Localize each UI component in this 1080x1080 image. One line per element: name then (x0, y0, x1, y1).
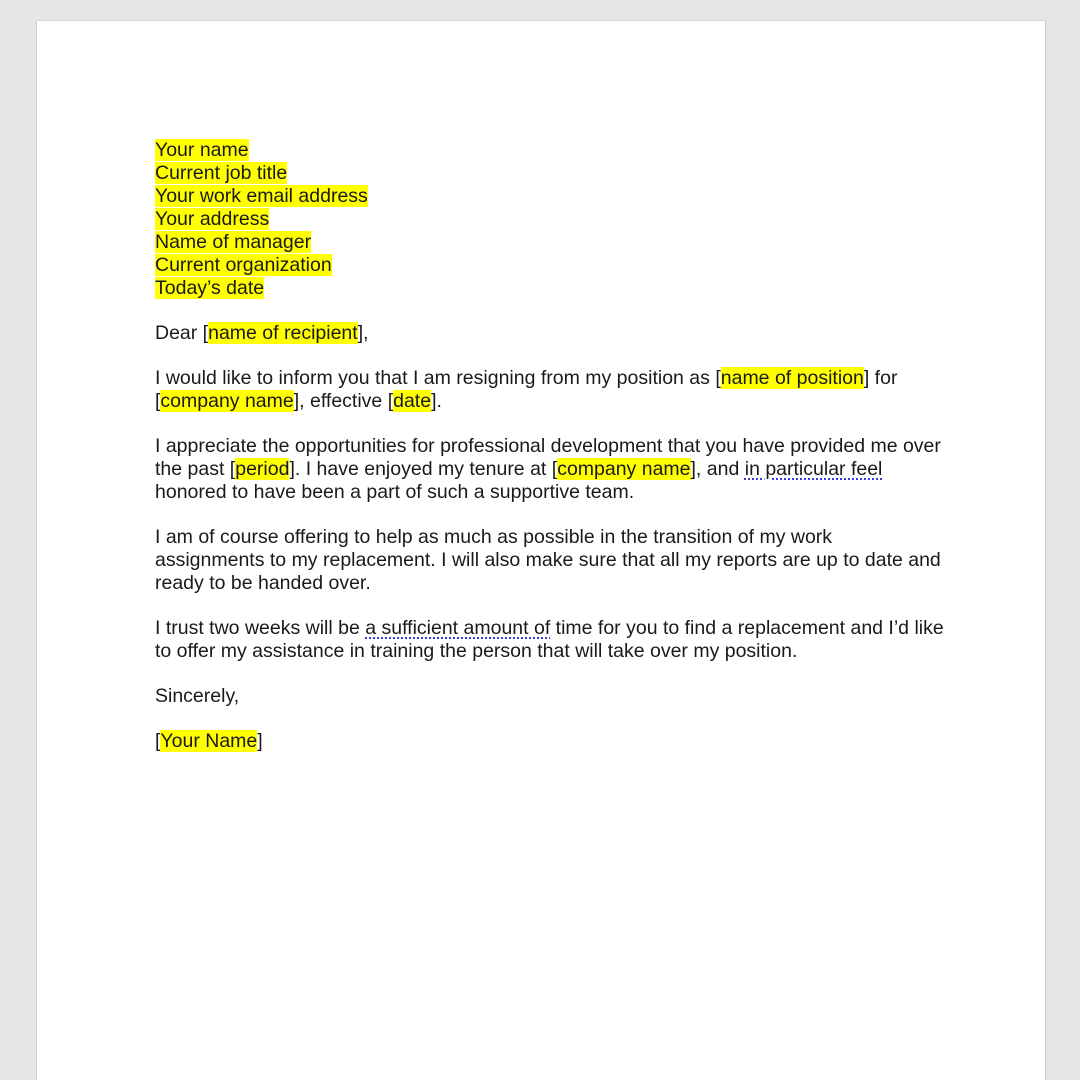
closing: Sincerely, (155, 685, 240, 707)
placeholder-company-2: company name (557, 458, 691, 480)
paragraph-appreciation: I appreciate the opportunities for professional development that you have provided me over the past [period]. I have enjoyed my tenure at [company name], and in particular feel honored to have been a part of such a supportive team. (155, 435, 941, 503)
document-page (36, 20, 1046, 1080)
letter-body[interactable] (155, 139, 945, 753)
salutation: Dear [name of recipient], (155, 322, 369, 344)
placeholder-your-name: Your Name (160, 730, 258, 752)
grammar-suggestion-1[interactable]: in particular feel (744, 458, 883, 480)
placeholder-recipient: name of recipient (208, 322, 358, 344)
paragraph-transition: I am of course offering to help as much as possible in the transition of my work assignments to my replacement. I will also make sure that all my reports are up to date and ready to be handed over. (155, 526, 941, 594)
header-line-name: Your name (155, 139, 249, 161)
header-line-date: Today’s date (155, 277, 265, 299)
placeholder-company: company name (160, 390, 294, 412)
placeholder-position: name of position (720, 367, 864, 389)
sender-header-block (155, 139, 945, 300)
paragraph-notice: I trust two weeks will be a sufficient amount of time for you to find a replacement and I’d like to offer my assistance in training the person that will take over my position. (155, 617, 944, 662)
header-line-address: Your address (155, 208, 270, 230)
placeholder-date: date (393, 390, 432, 412)
header-line-job-title: Current job title (155, 162, 288, 184)
header-line-manager: Name of manager (155, 231, 312, 253)
paragraph-resignation: I would like to inform you that I am resigning from my position as [name of position] for [company name], effective [date]. (155, 367, 898, 412)
placeholder-period: period (235, 458, 290, 480)
header-line-email: Your work email address (155, 185, 368, 207)
signature: [Your Name] (155, 730, 263, 752)
grammar-suggestion-2[interactable]: a sufficient amount of (365, 617, 551, 639)
header-line-organization: Current organization (155, 254, 332, 276)
